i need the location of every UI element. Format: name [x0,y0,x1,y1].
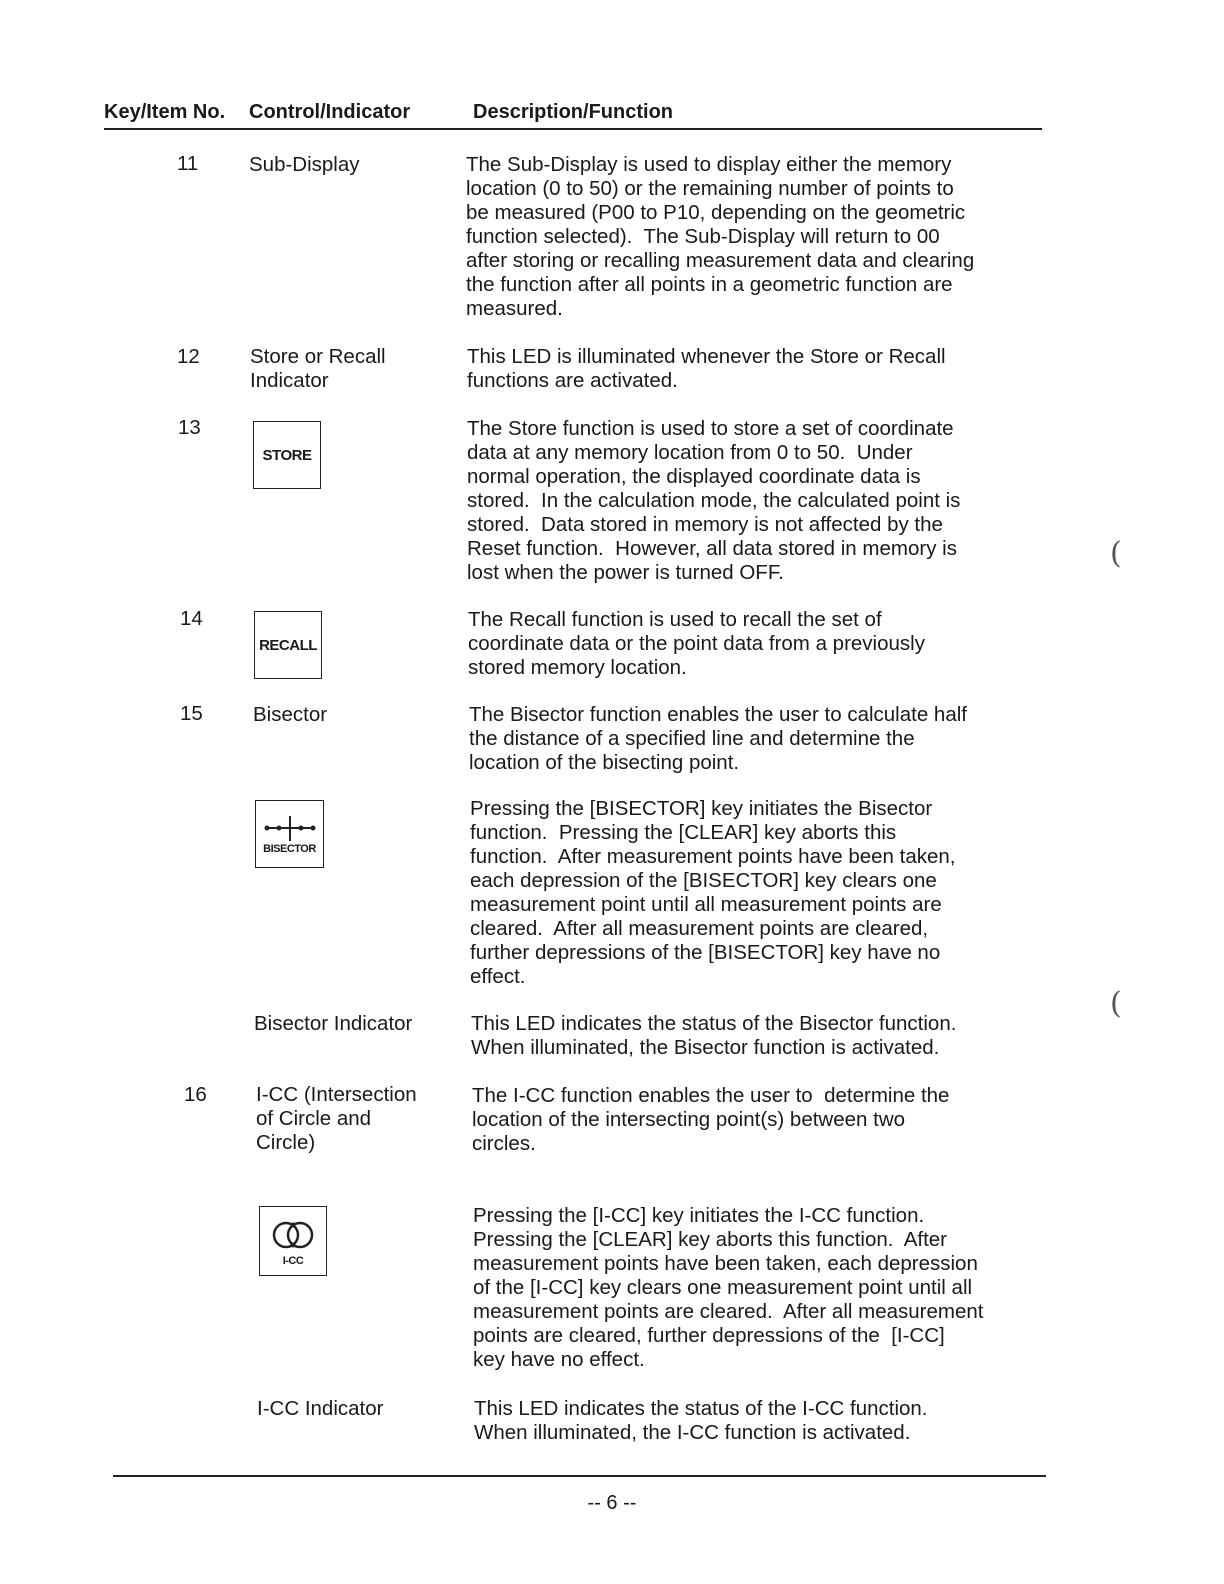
bisector-indicator-description: This LED indicates the status of the Bisector function. When illuminated, the Bisector function is activated. [471,1012,957,1059]
icc-indicator-description: This LED indicates the status of the I-CC function. When illuminated, the I-CC function is activated. [474,1397,928,1444]
icc-key-label: I-CC [282,1255,304,1267]
item-13-number: 13 [178,416,201,439]
item-14-description: The Recall function is used to recall the set of coordinate data or the point data from a previously stored memory location. [468,608,925,679]
page-number: -- 6 -- [587,1492,637,1514]
store-key [253,421,321,489]
icc-indicator-label: I-CC Indicator [257,1397,384,1420]
recall-key [254,611,322,679]
intersecting-circles-icon [270,1215,316,1255]
bisector-key-description: Pressing the [BISECTOR] key initiates the Bisector function. Pressing the [CLEAR] key aborts this function. After measurement points have been taken, each depression of the [BISECTOR] key clears one measurement point until all measurement points are cleared. After all measurement points are cleared, further depressions of the [BISECTOR] key have no effect. [470,797,956,988]
item-15-label: Bisector [253,703,328,726]
item-12-label-line1: Store or Recall [250,345,386,368]
item-16-label: I-CC (Intersection of Circle and Circle) [256,1083,417,1154]
header-key-item-no: Key/Item No. [104,101,226,123]
item-16-number: 16 [184,1083,207,1106]
binder-hole-mark: ( [1110,986,1122,1021]
bisector-icon [261,813,319,843]
bisector-key [255,800,324,868]
item-15-description: The Bisector function enables the user to calculate half the distance of a specified line and determine the location of the bisecting point. [469,703,967,774]
item-14-number: 14 [180,607,203,630]
bisector-key-label: BISECTOR [263,843,316,855]
recall-key-label: RECALL [259,636,317,654]
item-12-number: 12 [177,345,200,368]
icc-key [259,1206,327,1276]
item-11-number: 11 [177,152,199,175]
icc-key-description: Pressing the [I-CC] key initiates the I-CC function. Pressing the [CLEAR] key aborts this function. After measurement points have been taken, each depression of the [I-CC] key clears one measurement point until all measurement points are cleared. After all measurement points are cleared, further depressions of the [I-CC] key have no effect. [473,1204,984,1371]
item-12-label-line2: Indicator [250,369,329,392]
header-control-indicator: Control/Indicator [249,101,411,123]
item-16-description: The I-CC function enables the user to determine the location of the intersecting point(s) between two circles. [472,1084,950,1155]
footer-rule [113,1475,1046,1477]
item-15-number: 15 [180,702,203,725]
bisector-indicator-label: Bisector Indicator [254,1012,413,1035]
item-11-label: Sub-Display [249,153,360,176]
header-rule [104,128,1042,130]
item-11-description: The Sub-Display is used to display either the memory location (0 to 50) or the remaining number of points to be measured (P00 to P10, depending on the geometric function selected). The Sub-Display will return to 00 after storing or recalling measurement data and clearing the function after all points in a geometric function are measured. [466,153,975,320]
binder-hole-mark: ( [1110,536,1122,571]
item-12-description: This LED is illuminated whenever the Store or Recall functions are activated. [467,345,946,392]
store-key-label: STORE [262,446,312,464]
header-description-function: Description/Function [473,101,673,123]
item-13-description: The Store function is used to store a set of coordinate data at any memory location from 0 to 50. Under normal operation, the displayed coordinate data is stored. In the calculation mode, the calculated point is stored. Data stored in memory is not affected by the Reset function. However, all data stored in memory is lost when the power is turned OFF. [467,417,961,584]
